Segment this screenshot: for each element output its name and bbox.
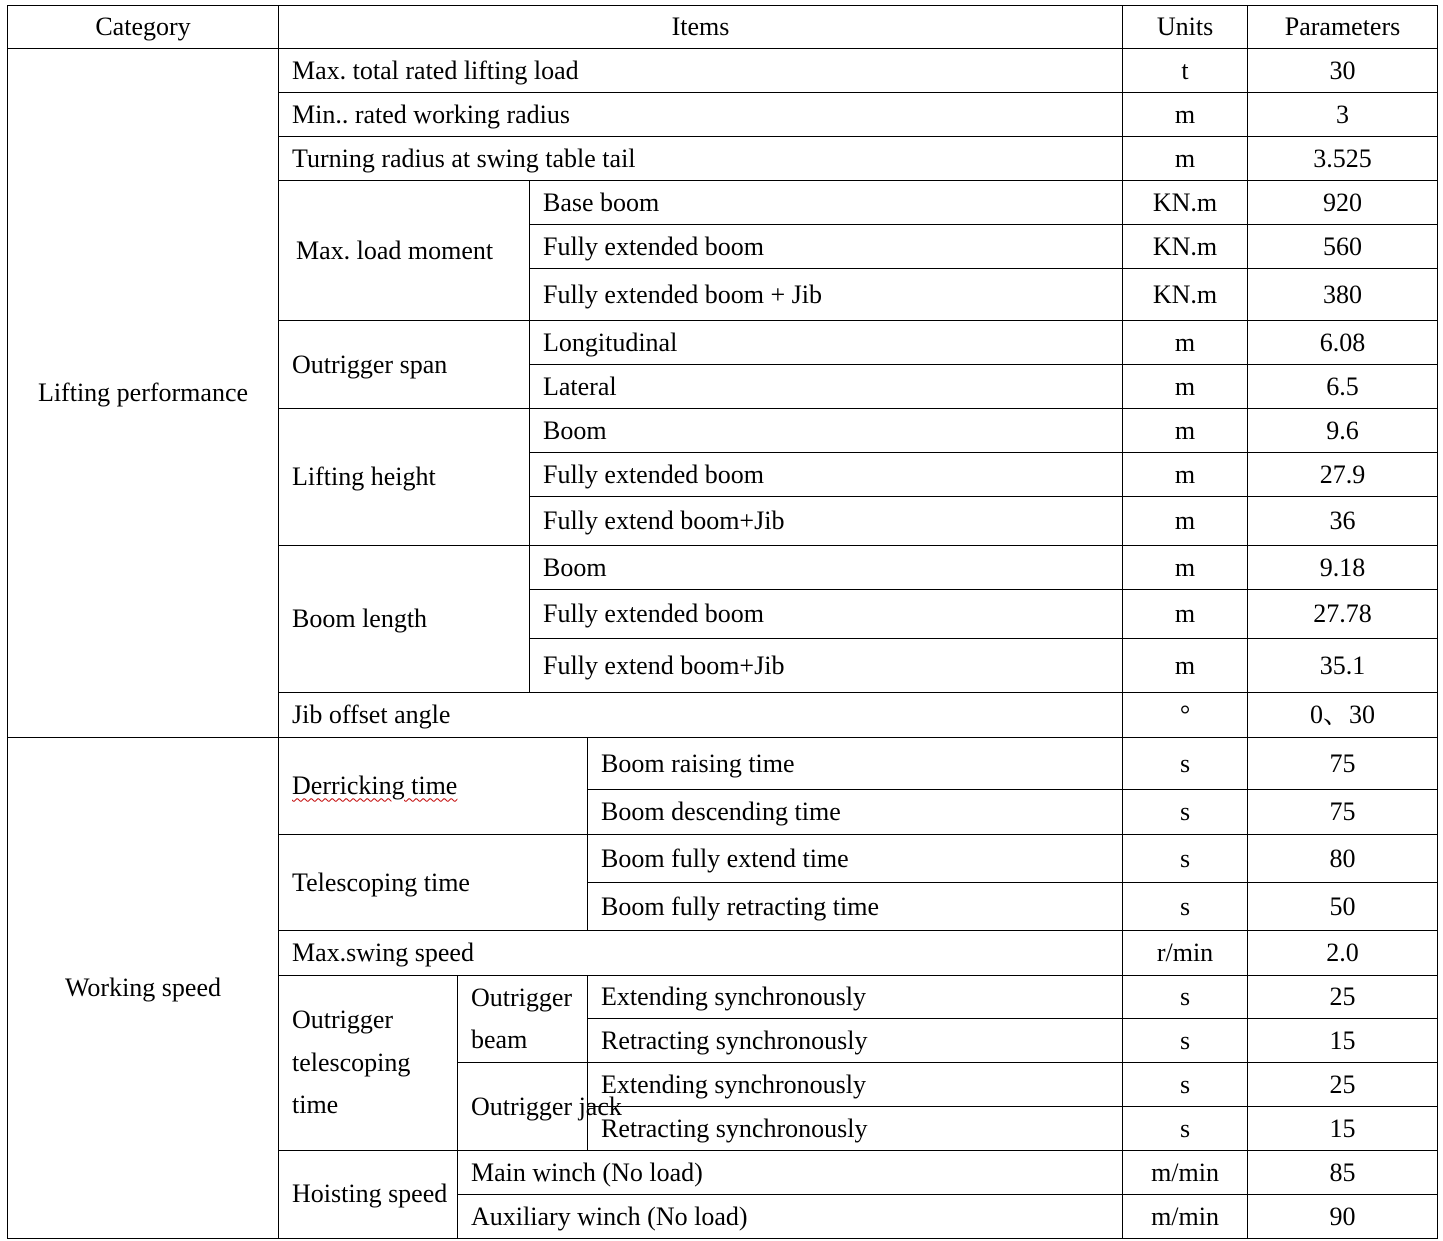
unit-cell: r/min: [1123, 931, 1248, 976]
parameter-cell: 3: [1248, 93, 1438, 137]
parameter-cell: 35.1: [1248, 639, 1438, 693]
group-max-load-moment: Max. load moment: [279, 181, 530, 321]
group-outrigger-beam: Outrigger beam: [458, 976, 588, 1063]
sub-item-label: Fully extended boom: [530, 225, 1123, 269]
header-category: Category: [8, 6, 279, 49]
unit-cell: s: [1123, 790, 1248, 835]
parameter-cell: 85: [1248, 1151, 1438, 1195]
parameter-cell: 6.08: [1248, 321, 1438, 365]
spec-table-container: [7, 5, 1438, 1239]
group-telescoping-time: Telescoping time: [279, 835, 588, 931]
sub-item-label: Boom fully extend time: [588, 835, 1123, 883]
sub-item-label: Fully extend boom+Jib: [530, 497, 1123, 546]
parameter-cell: 80: [1248, 835, 1438, 883]
parameter-cell: 920: [1248, 181, 1438, 225]
unit-cell: °: [1123, 693, 1248, 738]
sub-item-label: Extending synchronously: [588, 976, 1123, 1019]
sub-item-label: Fully extended boom: [530, 453, 1123, 497]
header-parameters: Parameters: [1248, 6, 1438, 49]
sub-item-label: Boom descending time: [588, 790, 1123, 835]
sub-item-label: Boom fully retracting time: [588, 883, 1123, 931]
header-items: Items: [279, 6, 1123, 49]
item-label: Max. total rated lifting load: [279, 49, 1123, 93]
sub-item-label: Fully extend boom+Jib: [530, 639, 1123, 693]
unit-cell: m: [1123, 590, 1248, 639]
table-row: [8, 738, 1438, 790]
unit-cell: s: [1123, 976, 1248, 1019]
parameter-cell: 9.18: [1248, 546, 1438, 590]
unit-cell: m: [1123, 453, 1248, 497]
unit-cell: t: [1123, 49, 1248, 93]
unit-cell: m: [1123, 546, 1248, 590]
unit-cell: m: [1123, 137, 1248, 181]
item-label: Max.swing speed: [279, 931, 1123, 976]
sub-item-label: Base boom: [530, 181, 1123, 225]
parameter-cell: 3.525: [1248, 137, 1438, 181]
table-row: [8, 49, 1438, 93]
unit-cell: KN.m: [1123, 181, 1248, 225]
group-outrigger-jack: Outrigger jack: [458, 1063, 588, 1151]
item-label: Turning radius at swing table tail: [279, 137, 1123, 181]
unit-cell: m/min: [1123, 1195, 1248, 1239]
parameter-cell: 36: [1248, 497, 1438, 546]
sub-item-label: Lateral: [530, 365, 1123, 409]
category-lifting-performance: Lifting performance: [8, 49, 279, 738]
sub-item-label: Extending synchronously: [588, 1063, 1123, 1107]
item-label: Min.. rated working radius: [279, 93, 1123, 137]
item-label: Jib offset angle: [279, 693, 1123, 738]
sub-item-label: Boom: [530, 409, 1123, 453]
category-working-speed: Working speed: [8, 738, 279, 1239]
parameter-cell: 25: [1248, 1063, 1438, 1107]
parameter-cell: 25: [1248, 976, 1438, 1019]
group-lifting-height: Lifting height: [279, 409, 530, 546]
unit-cell: KN.m: [1123, 269, 1248, 321]
unit-cell: s: [1123, 835, 1248, 883]
unit-cell: KN.m: [1123, 225, 1248, 269]
unit-cell: s: [1123, 1019, 1248, 1063]
unit-cell: m/min: [1123, 1151, 1248, 1195]
crane-spec-table: [7, 5, 1438, 1239]
sub-item-label: Boom: [530, 546, 1123, 590]
parameter-cell: 30: [1248, 49, 1438, 93]
parameter-cell: 75: [1248, 790, 1438, 835]
parameter-cell: 15: [1248, 1107, 1438, 1151]
unit-cell: m: [1123, 409, 1248, 453]
unit-cell: m: [1123, 639, 1248, 693]
parameter-cell: 27.9: [1248, 453, 1438, 497]
header-units: Units: [1123, 6, 1248, 49]
unit-cell: m: [1123, 365, 1248, 409]
sub-item-label: Fully extended boom + Jib: [530, 269, 1123, 321]
header-row: [8, 6, 1438, 49]
parameter-cell: 15: [1248, 1019, 1438, 1063]
sub-item-label: Longitudinal: [530, 321, 1123, 365]
group-outrigger-telescoping-time: Outrigger telescoping time: [279, 976, 458, 1151]
sub-item-label: Auxiliary winch (No load): [458, 1195, 1123, 1239]
unit-cell: m: [1123, 93, 1248, 137]
sub-item-label: Retracting synchronously: [588, 1019, 1123, 1063]
parameter-cell: 50: [1248, 883, 1438, 931]
parameter-cell: 27.78: [1248, 590, 1438, 639]
parameter-cell: 9.6: [1248, 409, 1438, 453]
group-boom-length: Boom length: [279, 546, 530, 693]
parameter-cell: 2.0: [1248, 931, 1438, 976]
parameter-cell: 0、30: [1248, 693, 1438, 738]
parameter-cell: 75: [1248, 738, 1438, 790]
parameter-cell: 6.5: [1248, 365, 1438, 409]
unit-cell: s: [1123, 738, 1248, 790]
sub-item-label: Boom raising time: [588, 738, 1123, 790]
sub-item-label: Fully extended boom: [530, 590, 1123, 639]
group-derricking-time: [279, 738, 588, 835]
unit-cell: s: [1123, 883, 1248, 931]
parameter-cell: 560: [1248, 225, 1438, 269]
sub-item-label: Retracting synchronously: [588, 1107, 1123, 1151]
unit-cell: s: [1123, 1063, 1248, 1107]
sub-item-label: Main winch (No load): [458, 1151, 1123, 1195]
unit-cell: m: [1123, 321, 1248, 365]
unit-cell: m: [1123, 497, 1248, 546]
parameter-cell: 380: [1248, 269, 1438, 321]
unit-cell: s: [1123, 1107, 1248, 1151]
derricking-label: Derricking time: [292, 771, 458, 801]
parameter-cell: 90: [1248, 1195, 1438, 1239]
group-outrigger-span: Outrigger span: [279, 321, 530, 409]
group-hoisting-speed: Hoisting speed: [279, 1151, 458, 1239]
